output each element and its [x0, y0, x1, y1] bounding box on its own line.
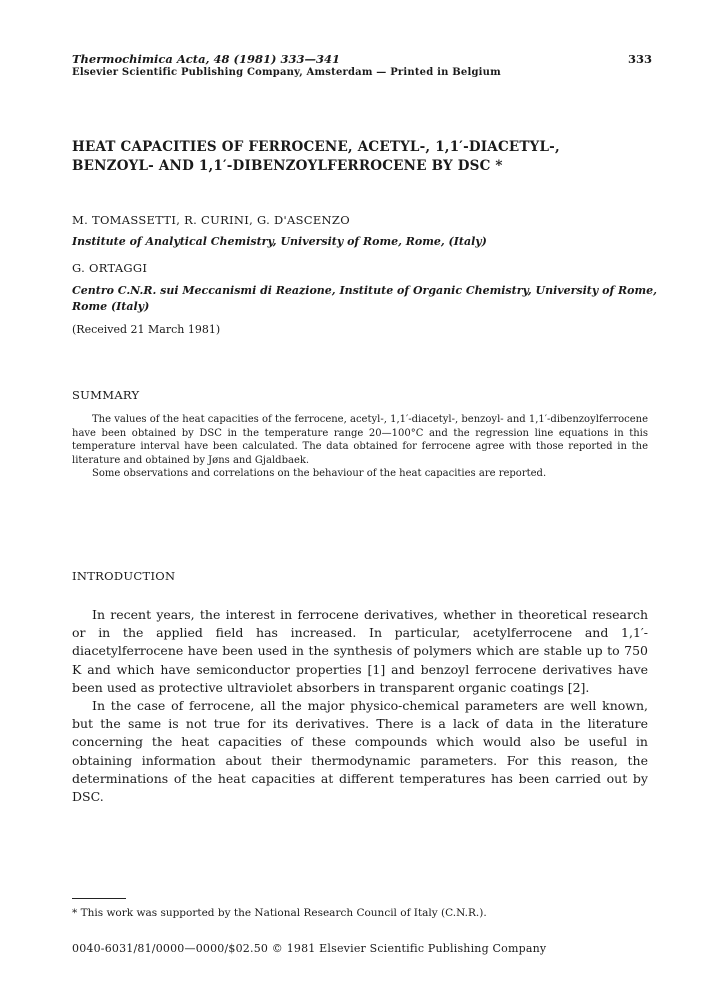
received-date: (Received 21 March 1981) [72, 323, 221, 336]
affiliation-1: Institute of Analytical Chemistry, University of Rome, Rome, (Italy) [72, 235, 487, 248]
introduction-paragraph-1: In recent years, the interest in ferrocene derivatives, whether in theoretical research or in the applied field has increased. In particular, acetylferrocene and 1,1′-diacetylferrocene have been used in the synthesis of polymers which are stable up to 750 K and which have semiconductor properties [1] and benzoyl ferrocene derivatives have been used as protective ultraviolet absorbers in transparent organic coatings [2]. [72, 607, 648, 695]
summary-heading: SUMMARY [72, 388, 140, 402]
footnote-rule [72, 898, 126, 899]
summary-paragraph-1: The values of the heat capacities of the ferrocene, acetyl-, 1,1′-diacetyl-, benzoyl- and 1,1′-dibenzoylferrocene have been obtained by DSC in the temperature range 20—100°C and the regression line equations in this temperature interval have been calculated. The data obtained for ferrocene agree with those reported in the literature and obtained by Jøns and Gjaldbaek. [72, 414, 648, 466]
author-list-2: G. ORTAGGI [72, 261, 148, 275]
title-line-1: HEAT CAPACITIES OF FERROCENE, ACETYL-, 1,1′-DIACETYL-, [72, 139, 560, 155]
introduction-heading: INTRODUCTION [72, 569, 176, 583]
paper-title [72, 138, 662, 176]
summary-paragraph-2: Some observations and correlations on the behaviour of the heat capacities are reported. [92, 468, 547, 480]
author-list-1: M. TOMASSETTI, R. CURINI, G. D'ASCENZO [72, 213, 350, 227]
summary-body [72, 413, 648, 481]
footnote: * This work was supported by the National Research Council of Italy (C.N.R.). [72, 907, 487, 919]
publisher-line: Elsevier Scientific Publishing Company, Amsterdam — Printed in Belgium [72, 67, 501, 78]
journal-citation: Thermochimica Acta, 48 (1981) 333—341 [72, 52, 340, 66]
introduction-body [72, 606, 648, 806]
title-line-2: BENZOYL- AND 1,1′-DIBENZOYLFERROCENE BY DSC * [72, 158, 503, 174]
affiliation-2: Centro C.N.R. sui Meccanismi di Reazione, Institute of Organic Chemistry, University of Rome, Rome (Italy) [72, 284, 657, 313]
page-number: 333 [627, 52, 652, 66]
copyright-line: 0040-6031/81/0000—0000/$02.50 © 1981 Elsevier Scientific Publishing Company [72, 942, 547, 955]
introduction-paragraph-2: In the case of ferrocene, all the major physico-chemical parameters are well known, but the same is not true for its derivatives. There is a lack of data in the literature concerning the heat capacities of these compounds which would also be useful in obtaining information about their thermodynamic parameters. For this reason, the determinations of the heat capacities at different temperatures has been carried out by DSC. [72, 698, 648, 805]
